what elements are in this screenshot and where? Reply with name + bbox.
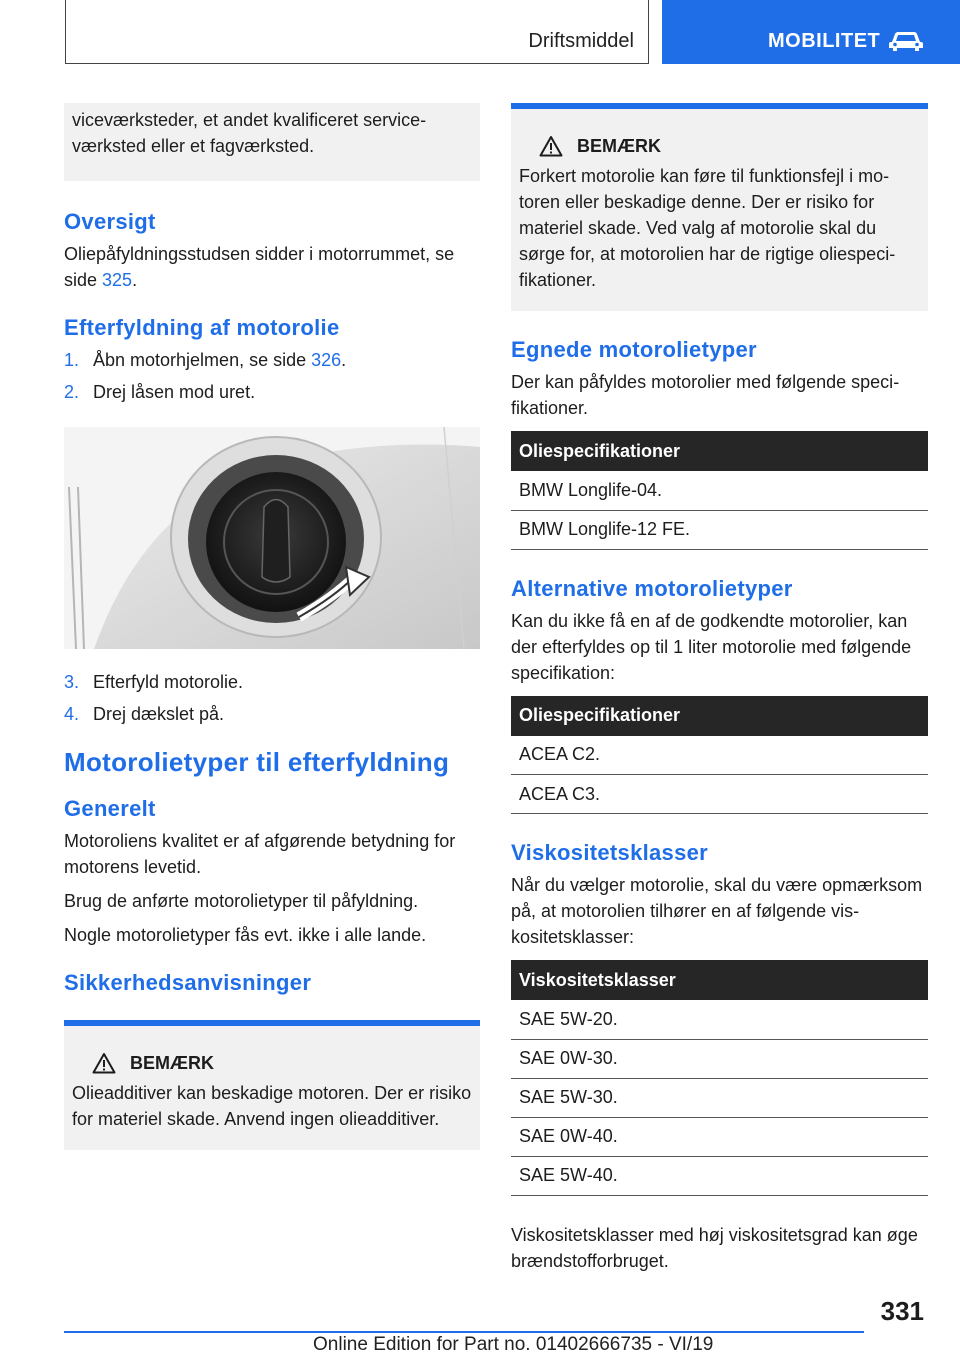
step-text — [93, 347, 346, 373]
notice-text: Forkert motorolie kan føre til funktionsfejl i motoren eller beskadige denne. Der er risiko for materiel skade. Ved valg af motorolie skal du sørge for, at motorolien har de rigtige oliespecifikationer. — [519, 166, 896, 290]
table-header: Oliespecifikationer — [511, 696, 928, 736]
table-row — [511, 471, 928, 510]
step-text-end: . — [341, 350, 347, 370]
step-text-main: Åbn motorhjelmen, se side — [93, 350, 312, 370]
step-number: 4. — [64, 704, 80, 724]
oliespec-table-alt — [511, 696, 928, 815]
oversigt-text — [64, 241, 480, 293]
car-icon — [888, 28, 924, 52]
table-header: Oliespecifikationer — [511, 431, 928, 471]
table-cell: SAE 5W-20. — [511, 1000, 928, 1039]
page-number: 331 — [880, 1296, 924, 1326]
alternative-heading: Alternative motorolietyper — [511, 575, 793, 601]
table-cell: ACEA C2. — [511, 736, 928, 775]
table-cell: SAE 0W-40. — [511, 1117, 928, 1156]
viskositet-text: Når du vælger motorolie, skal du være opmærksom på, at motorolien tilhører en af følgende viskositetsklasser: — [511, 875, 923, 947]
oil-cap-illustration — [64, 427, 480, 649]
table-cell: SAE 5W-30. — [511, 1078, 928, 1117]
generelt-paragraph: Nogle motorolietyper fås evt. ikke i alle lande. — [64, 925, 427, 945]
viskositet-footer-text: Viskositetsklasser med høj viskositetsgrad kan øge brændstofforbruget. — [511, 1224, 918, 1271]
notice-label: BEMÆRK — [130, 1052, 214, 1073]
page-link-326[interactable]: 326 — [311, 350, 342, 370]
efterfyldning-heading: Efterfyldning af motorolie — [64, 315, 340, 340]
right-column — [511, 103, 928, 1282]
warning-icon — [539, 135, 563, 157]
table-row — [511, 1156, 928, 1195]
header-section-title: Driftsmiddel — [528, 30, 634, 52]
header-section-box — [65, 0, 649, 64]
warning-icon — [92, 1052, 116, 1074]
left-column — [64, 103, 480, 1150]
viskositet-table — [511, 960, 928, 1196]
motorolietyper-heading: Motorolietyper til efterfyldning — [64, 747, 450, 777]
oversigt-text-main: Oliepåfyldningsstudsen sidder i motorrummet, se side — [64, 244, 455, 290]
list-item — [64, 379, 480, 405]
steps-list-a — [64, 347, 480, 405]
table-row — [511, 1078, 928, 1117]
egnede-text: Der kan påfyldes motorolier med følgende specifikationer. — [511, 372, 900, 418]
table-row — [511, 510, 928, 549]
table-row — [511, 1039, 928, 1078]
header-chapter-title: MOBILITET — [768, 30, 881, 52]
table-header: Viskositetsklasser — [511, 960, 928, 1000]
notice-box — [511, 103, 928, 311]
table-row — [511, 775, 928, 814]
notice-label: BEMÆRK — [577, 135, 661, 156]
table-cell: SAE 5W-40. — [511, 1156, 928, 1195]
notice-text: Olieadditiver kan beskadige motoren. Der er risiko for materiel skade. Anvend ingen olieadditiver. — [72, 1083, 472, 1129]
step-number: 1. — [64, 350, 80, 370]
step-number: 2. — [64, 382, 80, 402]
sikkerhed-heading: Sikkerhedsanvisninger — [64, 970, 312, 995]
list-item — [64, 701, 480, 727]
egnede-heading: Egnede motorolietyper — [511, 337, 757, 362]
footer-divider — [64, 1331, 864, 1333]
intro-box — [64, 103, 480, 181]
notice-header — [72, 1052, 472, 1074]
list-item — [64, 347, 480, 373]
steps-list-b — [64, 669, 480, 727]
oversigt-text-end: . — [132, 270, 138, 290]
oliespec-table — [511, 431, 928, 550]
notice-header — [519, 135, 920, 157]
table-row — [511, 1000, 928, 1039]
oil-cap-photo — [64, 427, 480, 649]
generelt-paragraph: Motoroliens kvalitet er af afgørende betydning for motorens levetid. — [64, 831, 456, 877]
table-cell: BMW Longlife-12 FE. — [511, 510, 928, 549]
table-cell: ACEA C3. — [511, 775, 928, 814]
intro-text: viceværksteder, et andet kvalificeret serviceværksted eller et fagværksted. — [72, 110, 427, 156]
alternative-text: Kan du ikke få en af de godkendte motorolier, kan der efterfyldes op til 1 liter motorolie med følgende specifikation: — [511, 610, 912, 683]
generelt-heading: Generelt — [64, 796, 156, 821]
oversigt-heading: Oversigt — [64, 209, 156, 234]
step-number: 3. — [64, 672, 80, 692]
step-text: Drej dækslet på. — [93, 704, 225, 724]
viskositet-heading: Viskositetsklasser — [511, 840, 709, 865]
notice-box — [64, 1020, 480, 1150]
step-text: Drej låsen mod uret. — [93, 382, 256, 402]
header-chapter-tab[interactable] — [662, 0, 960, 64]
table-row — [511, 736, 928, 775]
table-row — [511, 1117, 928, 1156]
table-cell: SAE 0W-30. — [511, 1039, 928, 1078]
generelt-paragraph: Brug de anførte motorolietyper til påfyldning. — [64, 891, 419, 911]
list-item — [64, 669, 480, 695]
page-link-325[interactable]: 325 — [102, 270, 133, 290]
step-text: Efterfyld motorolie. — [93, 672, 244, 692]
footer-edition: Online Edition for Part no. 01402666735 - VI/19 — [313, 1334, 714, 1355]
table-cell: BMW Longlife-04. — [511, 471, 928, 510]
